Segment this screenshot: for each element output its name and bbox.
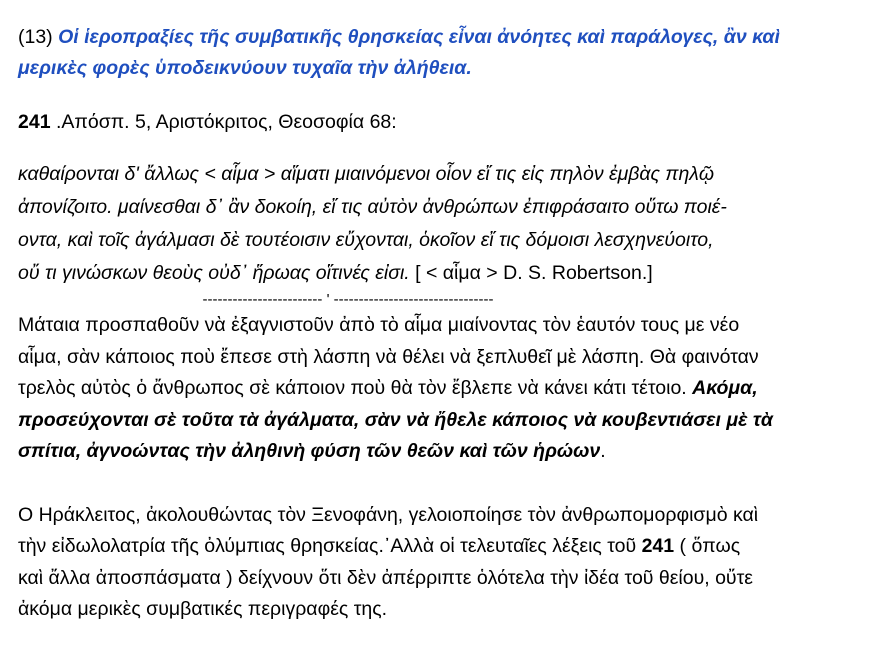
separator: ------------------------ ' --------------------------------: [202, 291, 494, 308]
editor-note: [ < αἷμα > D. S. Robertson.]: [409, 262, 653, 284]
section-title-line2: μερικὲς φορὲς ὑποδεικνύουν τυχαῖα τὴν ἀλήθεια.: [18, 57, 472, 79]
paragraph-line: Μάταια προσπαθοῦν νὰ ἐξαγνιστοῦν ἀπὸ τὸ αἷμα μιαίνοντας τὸν ἑαυτόν τους με νέο: [18, 314, 740, 336]
quote-line: καθαίρονται δ' ἄλλως < αἷμα > αἵματι μιαινόμενοι οἷον εἴ τις εἰς πηλὸν ἐμβὰς πηλῷ: [18, 163, 715, 185]
quote-line: οντα, καὶ τοῖς ἀγάλμασι δὲ τουτέοισιν εὔχονται, ὁκοῖον εἴ τις δόμοισι λεσχηνεύοιτο,: [18, 229, 714, 251]
section-number: (13): [18, 26, 53, 48]
fragment-source: [18, 109, 886, 135]
paragraph-line: ἀκόμα μερικὲς συμβατικές περιγραφές της.: [18, 598, 388, 620]
emphasis-text: Ακόμα,: [692, 377, 758, 399]
paragraph-line: Ο Ηράκλειτος, ἀκολουθώντας τὸν Ξενοφάνη, γελοιοποίησε τὸν ἀνθρωπομορφισμὸ καὶ: [18, 503, 759, 526]
section-heading: [18, 22, 886, 84]
fragment-reference: 241: [641, 535, 675, 557]
translation-paragraph: [18, 310, 886, 468]
commentary-paragraph: [18, 500, 886, 626]
paragraph-text: τὴν εἰδωλολατρία τῆς ὀλύμπιας θρησκείας.᾽Αλλὰ οἱ τελευταῖες λέξεις τοῦ: [18, 535, 642, 557]
fragment-citation: .Απόσπ. 5, Αριστόκριτος, Θεοσοφία 68:: [50, 111, 397, 133]
quote-line: ἀπονίζοιτο. μαίνεσθαι δ᾽ ἂν δοκοίη, εἴ τις αὐτὸν ἀνθρώπων ἐπιφράσαιτο οὕτω ποιέ-: [18, 196, 727, 218]
paragraph-gap: [18, 468, 886, 500]
paragraph-line: [18, 531, 886, 563]
paragraph-line: [18, 436, 886, 468]
paragraph-line: καὶ ἄλλα ἀποσπάσματα ) δείχνουν ὅτι δὲν ἀπέρριπτε ὁλότελα τὴν ἰδέα τοῦ θείου, οὔτε: [18, 566, 753, 589]
document-page: [18, 22, 886, 626]
paragraph-text: ( ὅπως: [674, 535, 741, 557]
section-title-line1: Οἱ ἱεροπραξίες τῆς συμβατικῆς θρησκείας εἶναι ἀνόητες καὶ παράλογες, ἂν καὶ: [58, 26, 780, 48]
greek-quotation: [18, 158, 886, 290]
emphasis-text: σπίτια, ἀγνοώντας τὴν ἀληθινὴ φύση τῶν θεῶν καὶ τῶν ἡρώων: [18, 440, 601, 462]
quote-line: οὔ τι γινώσκων θεοὺς οὐδ᾽ ἥρωας οἵτινές εἰσι.: [18, 262, 410, 284]
paragraph-text: .: [600, 440, 606, 462]
paragraph-line: αἷμα, σὰν κάποιος ποὺ ἔπεσε στὴ λάσπη νὰ θέλει νὰ ξεπλυθεῖ μὲ λάσπη. Θὰ φαινόταν: [18, 345, 759, 368]
emphasis-line: προσεύχονται σὲ τοῦτα τὰ ἀγάλματα, σὰν νὰ ἤθελε κάποιος νὰ κουβεντιάσει μὲ τὰ: [18, 408, 773, 431]
paragraph-line: [18, 373, 886, 405]
quote-line-last: [18, 257, 886, 290]
fragment-number: 241: [18, 111, 51, 133]
paragraph-text: τρελὸς αὐτὸς ὁ ἄνθρωπος σὲ κάποιον ποὺ θὰ τὸν ἔβλεπε νὰ κάνει κάτι τέτοιο.: [18, 377, 693, 399]
